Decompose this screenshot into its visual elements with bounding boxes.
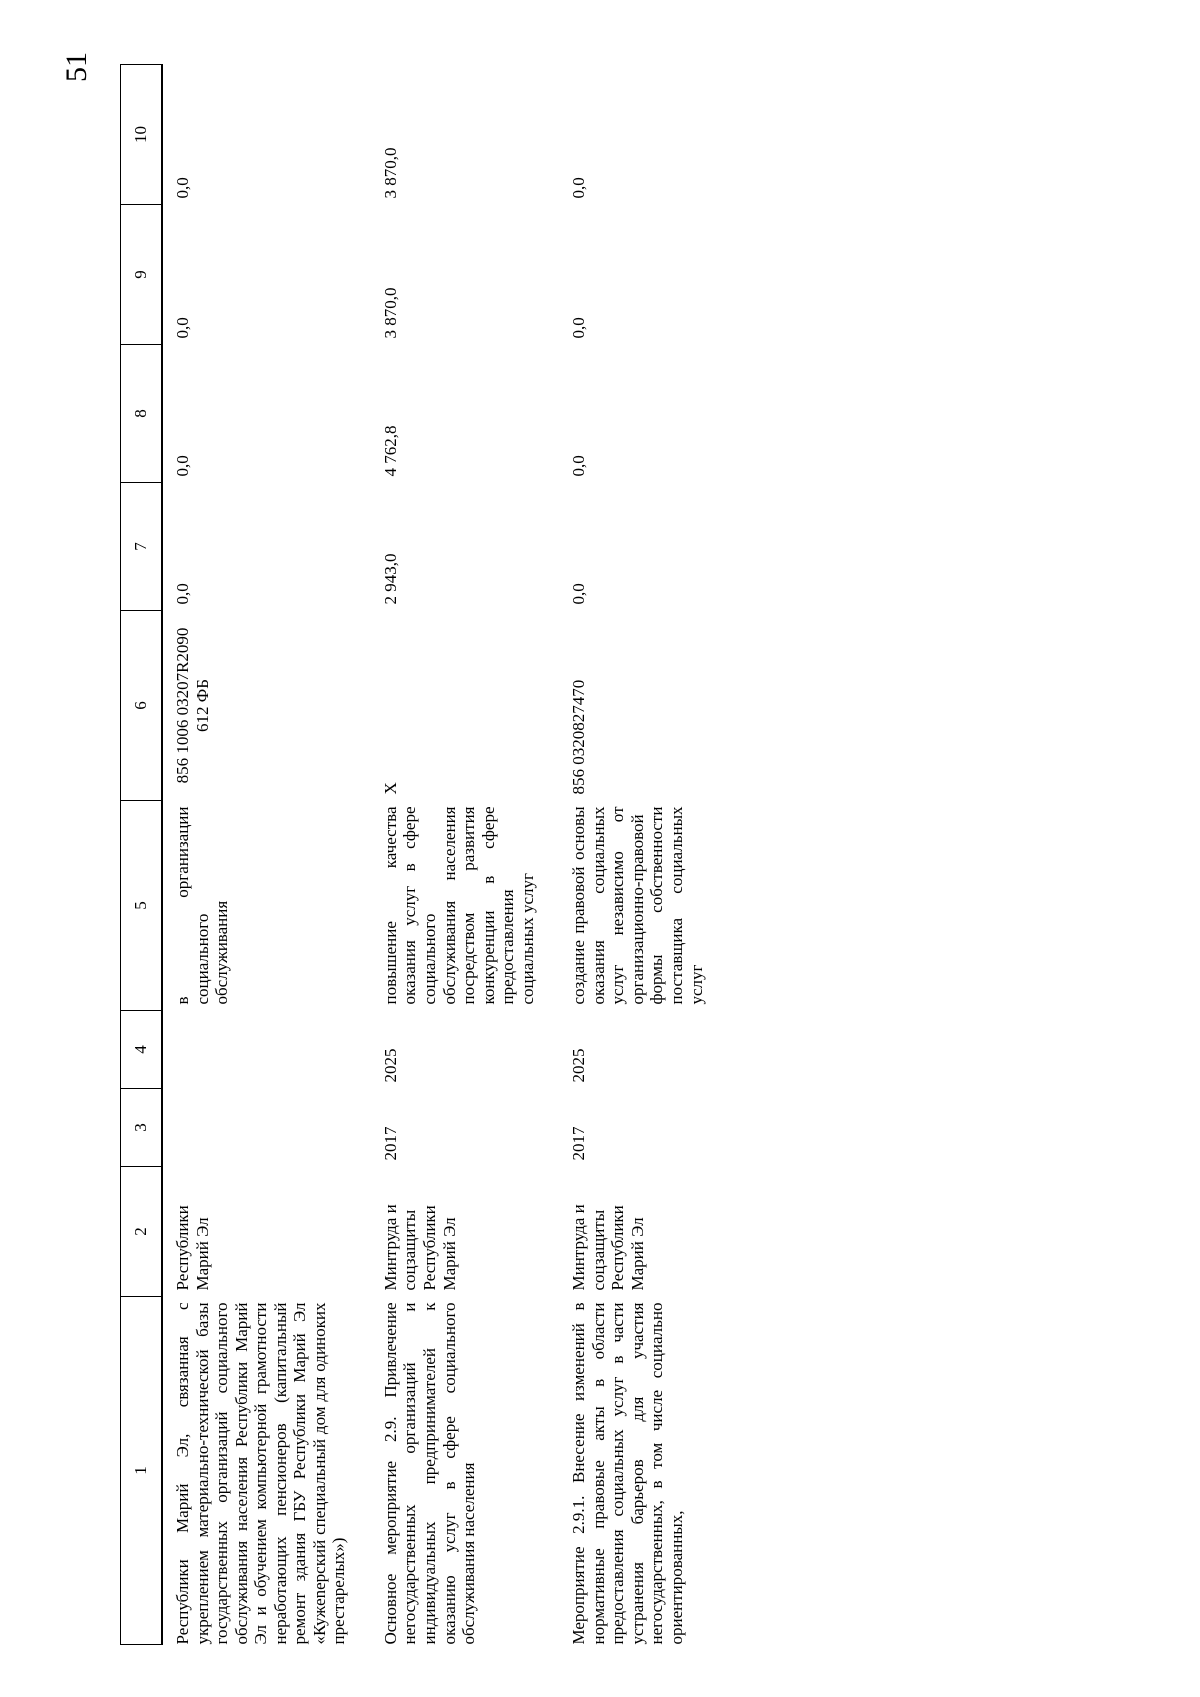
cell-result: в организации социального обслуживания xyxy=(173,806,232,1005)
header-row xyxy=(121,65,163,1645)
cell-executor: Минтруда и соцзащиты Республики Марий Эл xyxy=(569,1204,647,1291)
col-header-9: 9 xyxy=(121,205,163,345)
cell-value-8: 0,0 xyxy=(569,455,589,477)
cell-value-7: 2 943,0 xyxy=(380,553,400,605)
col-header-6: 6 xyxy=(121,611,163,801)
cell-value-10: 0,0 xyxy=(569,177,589,199)
cell-start-year xyxy=(162,1089,371,1167)
col-header-5: 5 xyxy=(121,801,163,1011)
col-header-3: 3 xyxy=(121,1089,163,1167)
col-header-2: 2 xyxy=(121,1167,163,1297)
table-row xyxy=(559,65,728,1645)
cell-start-year: 2017 xyxy=(380,1126,400,1161)
cell-end-year: 2025 xyxy=(569,1048,589,1083)
cell-code: 856 1006 03207R2090 612 ФБ xyxy=(173,627,212,784)
col-header-8: 8 xyxy=(121,345,163,483)
cell-activity: Мероприятие 2.9.1. Внесение изменений в нормативные правовые акты в области предоставления социальных услуг в части устранения барьеров для участия негосударственных, в том числе социально ориентированных, xyxy=(569,1302,687,1645)
cell-value-9: 0,0 xyxy=(173,317,192,339)
cell-activity: Основное мероприятие 2.9. Привлечение негосударственных организаций и индивидуальных предпринимателей к оказанию услуг в сфере социального обслуживания населения xyxy=(380,1302,479,1645)
budget-table xyxy=(120,64,728,1645)
col-header-10: 10 xyxy=(121,65,163,205)
cell-value-8: 4 762,8 xyxy=(380,425,400,477)
cell-activity: Республики Марий Эл, связанная с укреплением материально-технической базы государственных организаций социального обслуживания населения Республики Марий Эл и обучением компьютерной грамотности неработающих пенсионеров (капитальный ремонт здания ГБУ Республики Марий Эл «Кужenерский специальный дом для одиноких престарелых») xyxy=(173,1302,349,1645)
cell-value-8: 0,0 xyxy=(173,455,192,477)
cell-value-7: 0,0 xyxy=(569,583,589,605)
col-header-4: 4 xyxy=(121,1011,163,1089)
col-header-1: 1 xyxy=(121,1297,163,1645)
cell-value-7: 0,0 xyxy=(173,583,192,605)
cell-value-10: 3 870,0 xyxy=(380,147,400,199)
cell-value-9: 3 870,0 xyxy=(380,287,400,339)
cell-value-10: 0,0 xyxy=(173,177,192,199)
cell-value-9: 0,0 xyxy=(569,317,589,339)
cell-start-year: 2017 xyxy=(569,1126,589,1161)
table-row xyxy=(162,65,371,1645)
cell-executor: Минтруда и соцзащиты Республики Марий Эл xyxy=(380,1204,459,1291)
cell-end-year xyxy=(162,1011,371,1089)
cell-executor: Республики Марий Эл xyxy=(173,1205,212,1291)
cell-end-year: 2025 xyxy=(380,1048,400,1083)
page-number: 51 xyxy=(60,52,93,82)
cell-result: повышение качества оказания услуг в сфере социального обслуживания населения посредством развития конкуренции в сфере предоставления социальных услуг xyxy=(380,806,537,1005)
col-header-7: 7 xyxy=(121,483,163,611)
cell-code: 856 0320827470 xyxy=(569,679,589,795)
table-row xyxy=(371,65,559,1645)
cell-result: создание правовой основы оказания социальных услуг независимо от организационно-правовой формы собственности поставщика социальных услуг xyxy=(569,806,706,1005)
cell-code: X xyxy=(380,782,400,795)
